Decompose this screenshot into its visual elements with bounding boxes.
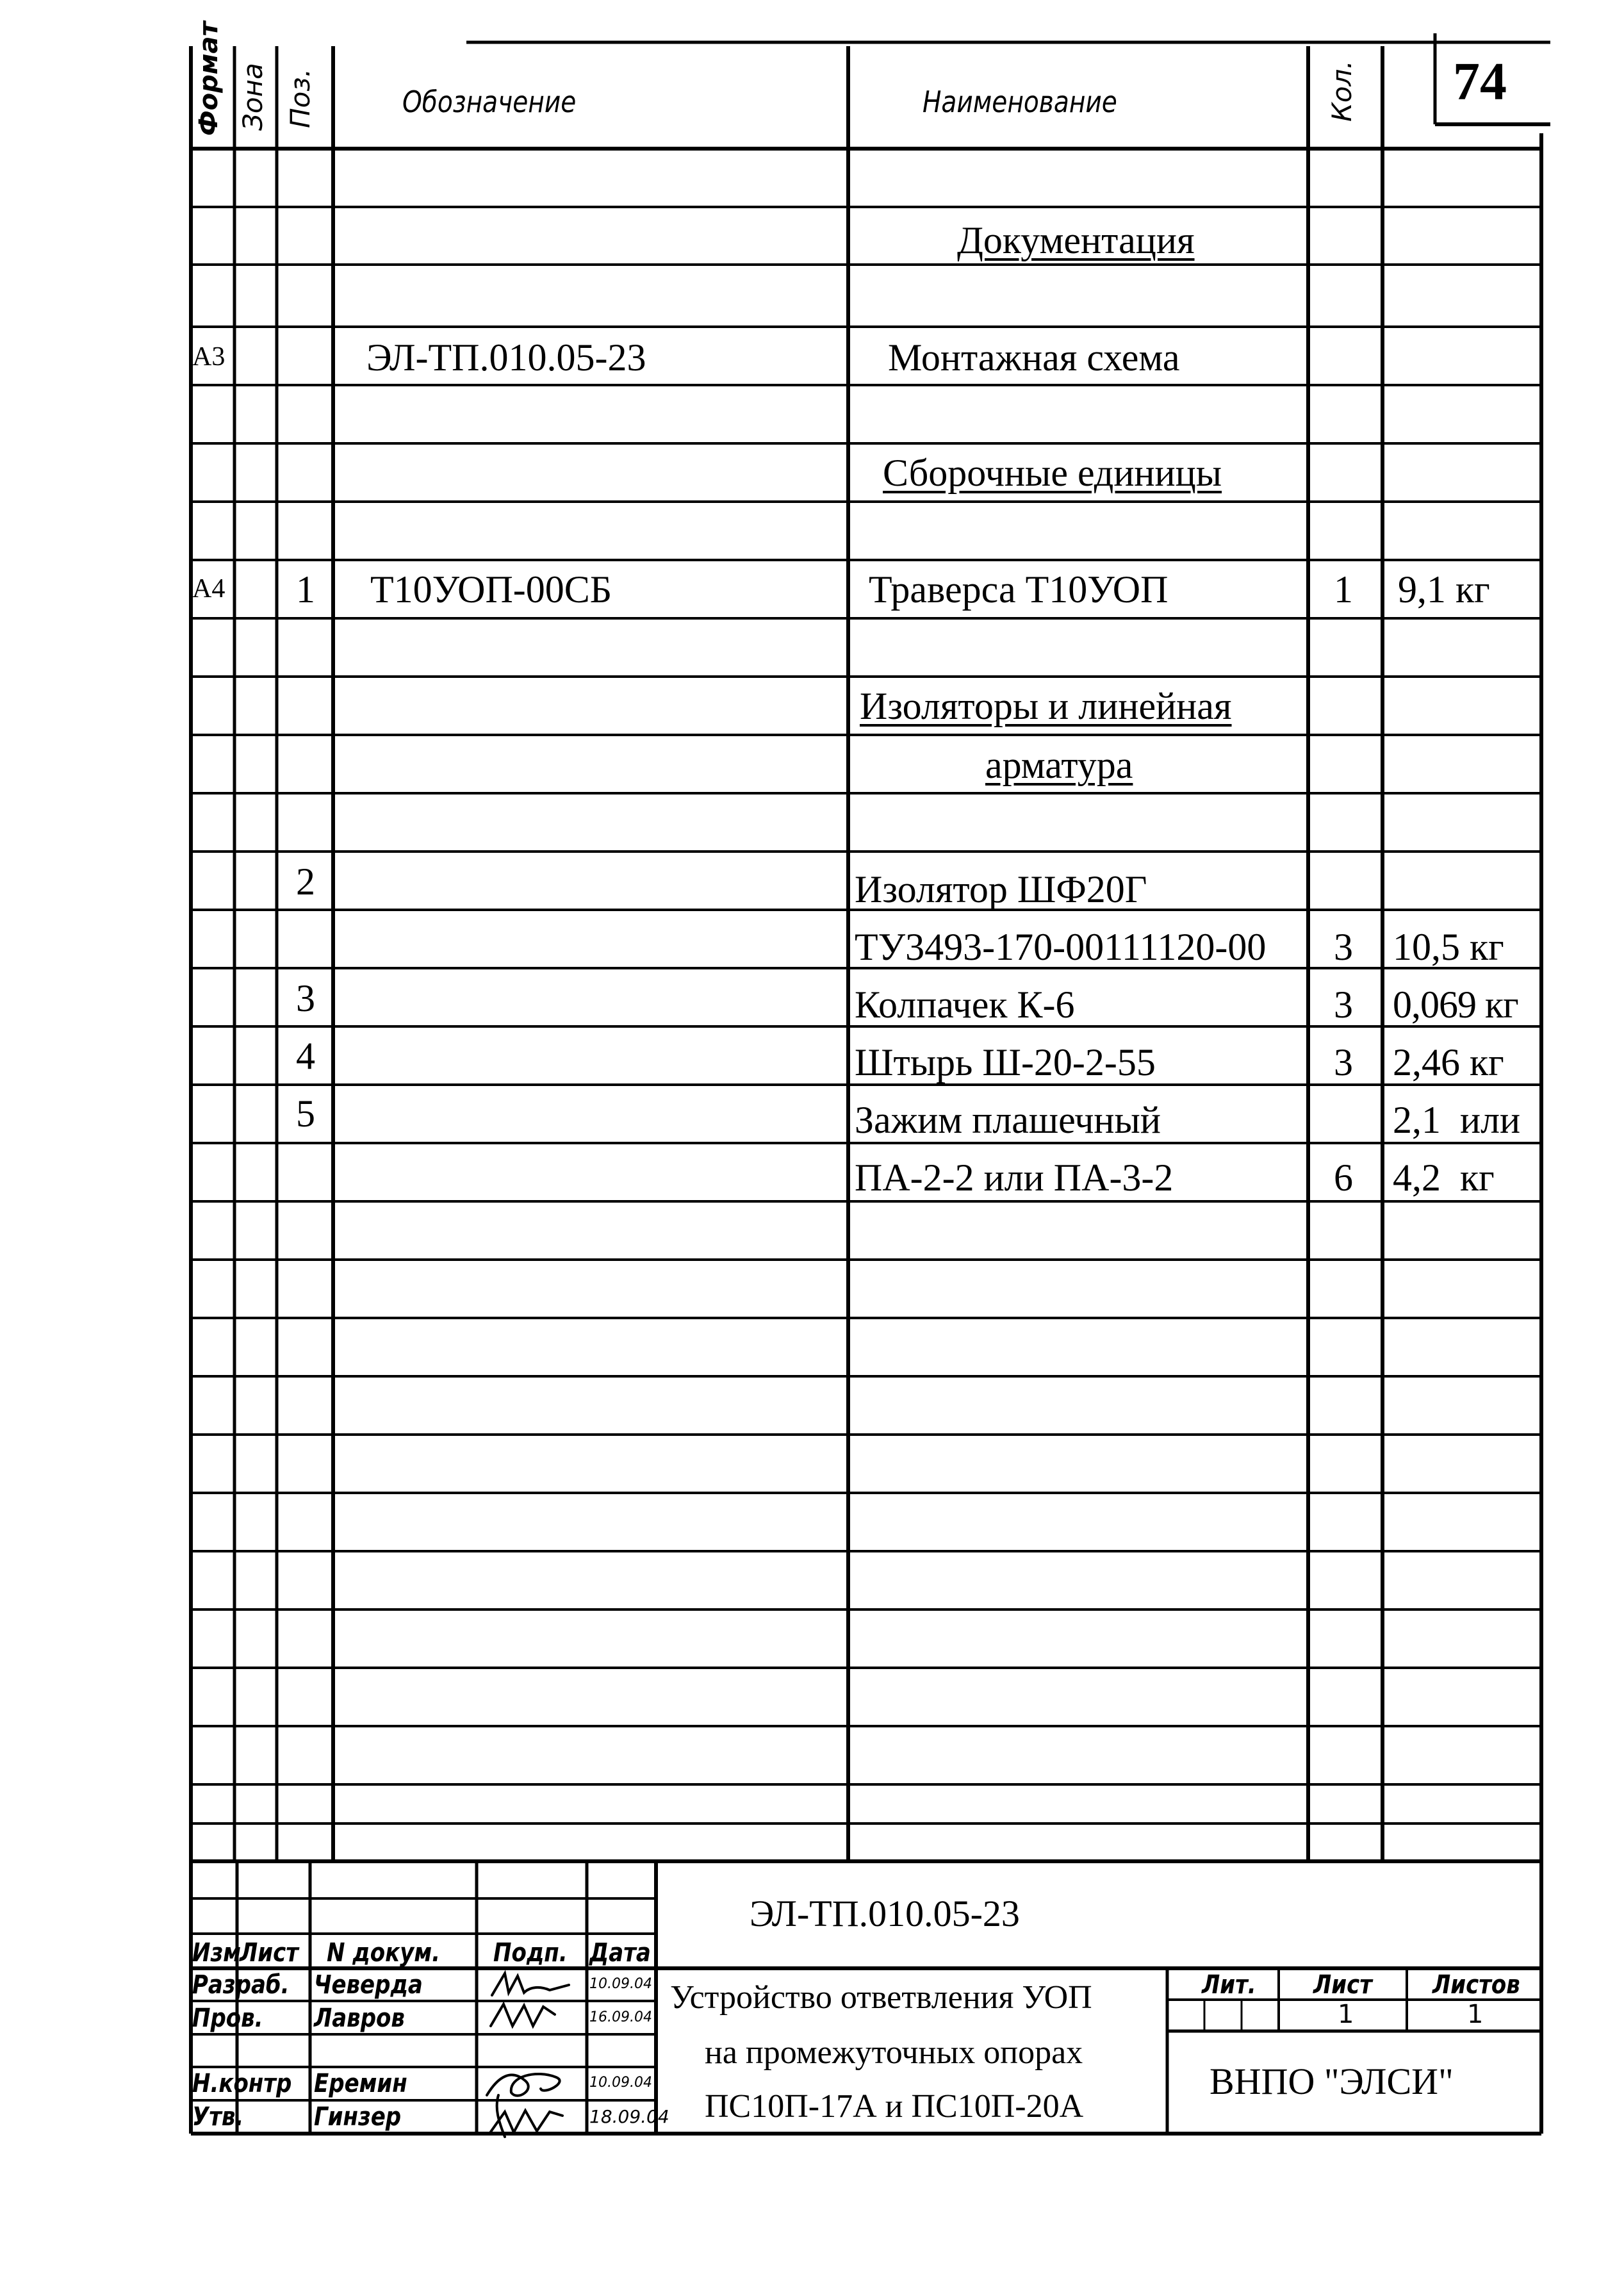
header-qty: Кол. (1326, 60, 1357, 122)
row-pos: 2 (296, 860, 315, 903)
header-zone: Зона (237, 63, 268, 131)
col-podp: Подп. (493, 1938, 568, 1968)
row-format-a4: А4 (192, 574, 226, 604)
row-name: Колпачек К-6 (855, 984, 1075, 1026)
section-assembly-units: Сборочные единицы (883, 452, 1222, 494)
page-number: 74 (1453, 52, 1507, 111)
row-qty: 1 (1334, 568, 1353, 611)
section-documentation: Документация (957, 219, 1195, 261)
header-name: Наименование (923, 85, 1117, 119)
role-approved: Утв. (192, 2102, 244, 2132)
header-format: Формат (194, 21, 224, 136)
header-designation: Обозначение (402, 85, 577, 119)
sheet-label: Лист (1313, 1970, 1372, 2000)
row-pos: 5 (296, 1092, 315, 1135)
row-designation: Т10УОП-00СБ (370, 568, 612, 611)
role-developer: Разраб. (192, 1970, 290, 2000)
col-ndokum: N докум. (327, 1938, 441, 1968)
date-developer: 10.09.04 (589, 1976, 652, 1992)
row-note: 0,069 кг (1393, 984, 1518, 1026)
row-name: Монтажная схема (888, 336, 1180, 379)
col-izm: Изм (192, 1938, 242, 1968)
date-approved: 18.09.04 (589, 2106, 669, 2127)
title-line-3: ПС10П-17А и ПС10П-20А (705, 2088, 1084, 2125)
lit-label: Лит. (1202, 1970, 1256, 2000)
row-name: Траверса Т10УОП (869, 568, 1169, 611)
role-checker: Пров. (192, 2004, 263, 2033)
header-pos: Поз. (284, 69, 316, 128)
sheets-count: 1 (1467, 2000, 1484, 2029)
title-line-2: на промежуточных опорах (705, 2034, 1083, 2071)
person-checker: Лавров (314, 2004, 405, 2033)
person-developer: Чеверда (314, 1970, 423, 2000)
sheet-number: 1 (1338, 2000, 1354, 2029)
organization-name: ВНПО "ЭЛСИ" (1210, 2061, 1454, 2102)
row-name: ТУ3493-170-00111120-00 (855, 926, 1267, 968)
row-name: Зажим плашечный (855, 1099, 1161, 1141)
sheets-label: Листов (1432, 1970, 1520, 2000)
row-pos: 1 (296, 568, 315, 611)
person-norm-control: Еремин (314, 2069, 407, 2098)
row-name: Изолятор ШФ20Г (855, 868, 1147, 910)
row-name: Штырь Ш-20-2-55 (855, 1041, 1156, 1083)
section-insulators-line2: арматура (985, 744, 1133, 786)
row-note: 9,1 кг (1398, 568, 1490, 611)
role-norm-control: Н.контр (192, 2069, 292, 2098)
row-note: 2,46 кг (1393, 1041, 1504, 1083)
row-format-a3: А3 (192, 342, 226, 372)
row-pos: 3 (296, 977, 315, 1019)
signatures (479, 1967, 587, 2140)
row-name: ПА-2-2 или ПА-3-2 (855, 1157, 1174, 1199)
row-designation: ЭЛ-ТП.010.05-23 (366, 336, 646, 379)
row-note: 2,1 или (1393, 1099, 1521, 1141)
title-line-1: Устройство ответвления УОП (670, 1979, 1092, 2016)
row-pos: 4 (296, 1035, 315, 1077)
col-list: Лист (240, 1938, 299, 1968)
row-qty: 6 (1334, 1157, 1353, 1199)
date-checker: 16.09.04 (589, 2009, 652, 2025)
row-qty: 3 (1334, 926, 1353, 968)
row-qty: 3 (1334, 984, 1353, 1026)
section-insulators: Изоляторы и линейная (860, 685, 1232, 727)
title-block-doc-code: ЭЛ-ТП.010.05-23 (750, 1893, 1020, 1934)
row-qty: 3 (1334, 1041, 1353, 1083)
col-data: Дата (589, 1938, 651, 1968)
person-approved: Гинзер (314, 2102, 402, 2132)
row-note: 4,2 кг (1393, 1157, 1495, 1199)
date-norm-control: 10.09.04 (589, 2075, 652, 2091)
row-note: 10,5 кг (1393, 926, 1504, 968)
